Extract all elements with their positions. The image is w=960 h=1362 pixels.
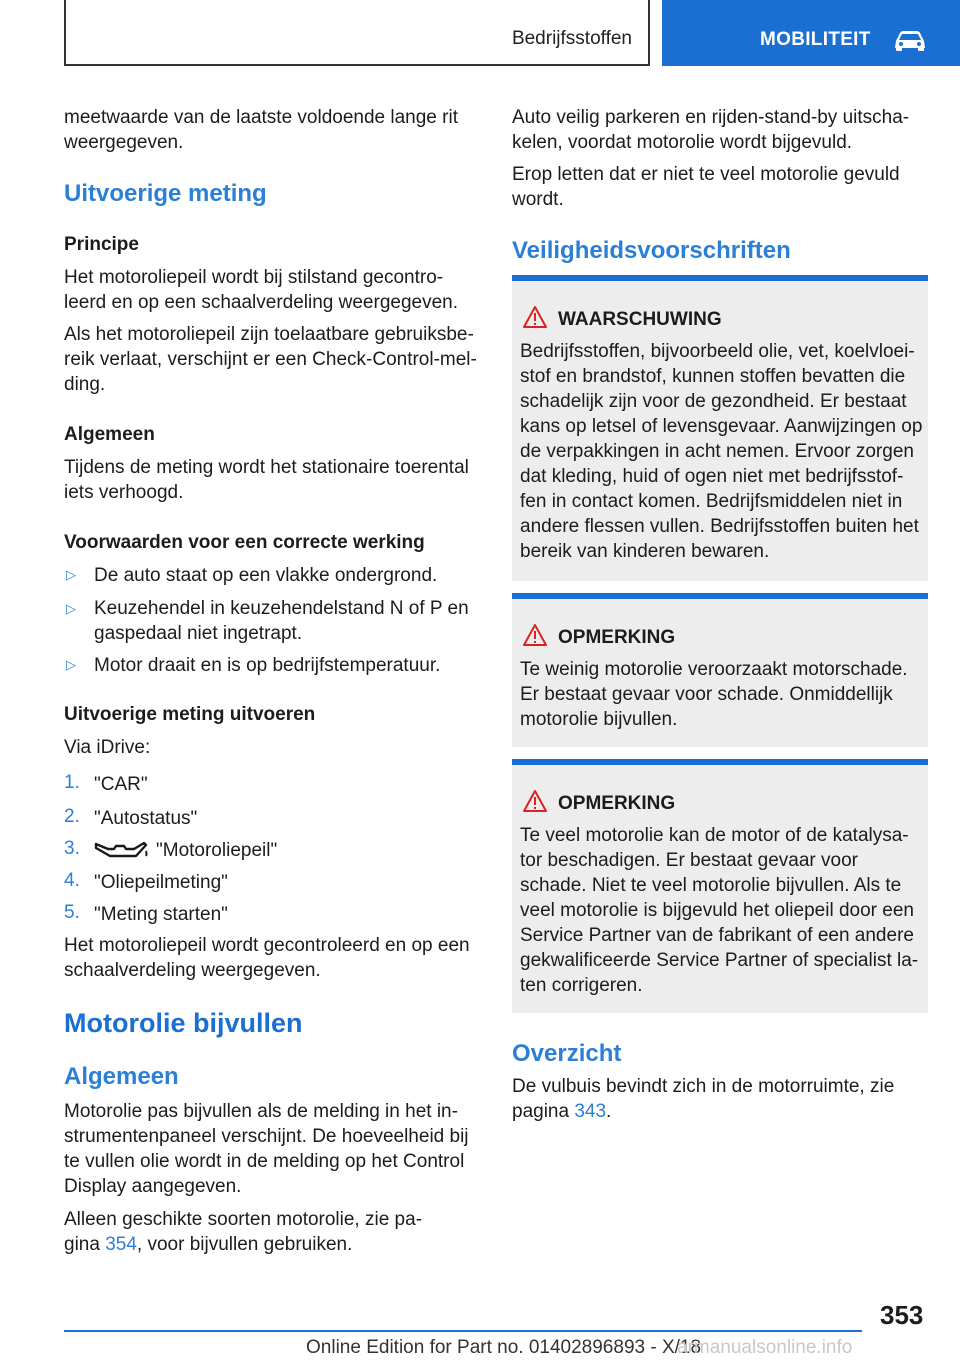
text-line: Te weinig motorolie veroorzaakt motorschade. — [520, 659, 908, 680]
text-line: Bedrijfsstoffen, bijvoorbeeld olie, vet, koelvloei- — [520, 341, 915, 362]
text-line: schaalverdeling weergegeven. — [64, 960, 321, 981]
text-line: andere flessen vullen. Bedrijfsstoffen buiten het — [520, 516, 919, 537]
text-line: Erop letten dat er niet te veel motorolie gevuld — [512, 164, 900, 185]
box-title: OPMERKING — [558, 793, 676, 814]
text-line: reik verlaat, verschijnt er een Check-Control-mel- — [64, 349, 477, 370]
text-fragment: pagina — [512, 1101, 575, 1122]
text-line: motorolie bijvullen. — [520, 709, 678, 730]
text-line: dat kleding, huid of ogen niet met bedrijfsstof- — [520, 466, 904, 487]
text-line: kans op letsel of levensgevaar. Aanwijzingen op — [520, 416, 923, 437]
box-title: WAARSCHUWING — [558, 309, 722, 330]
text-line: Te veel motorolie kan de motor of de katalysa- — [520, 825, 909, 846]
text-line: wordt. — [512, 189, 564, 210]
text-line: ten corrigeren. — [520, 975, 643, 996]
heading-veiligheidsvoorschriften: Veiligheidsvoorschriften — [512, 237, 791, 264]
principe-paragraph-2 — [64, 322, 477, 397]
step-text: "Oliepeilmeting" — [94, 872, 228, 893]
text-line: schadelijk zijn voor de gezondheid. Er bestaat — [520, 391, 907, 412]
text-line: Als het motoroliepeil zijn toelaatbare gebruiksbe- — [64, 324, 474, 345]
text-line — [512, 1099, 894, 1124]
warning-triangle-icon — [522, 305, 548, 329]
text-line: leerd en op een schaalverdeling weergegeven. — [64, 292, 458, 313]
intro-text — [64, 105, 458, 155]
heading-uitvoeren: Uitvoerige meting uitvoeren — [64, 704, 316, 725]
warning-triangle-icon — [522, 789, 548, 813]
bijvullen-paragraph-1 — [64, 1099, 469, 1199]
text-line: fen in contact komen. Bedrijfsmiddelen niet in — [520, 491, 903, 512]
text-fragment: gina — [64, 1234, 106, 1255]
box-text — [520, 657, 924, 732]
step-text: "CAR" — [94, 774, 148, 795]
box-text — [520, 339, 924, 564]
heading-uitvoerige-meting: Uitvoerige meting — [64, 180, 267, 207]
text-line: ding. — [64, 374, 106, 395]
text-line: strumentenpaneel verschijnt. De hoeveelheid bij — [64, 1126, 469, 1147]
text-line: gaspedaal niet ingetrapt. — [94, 623, 303, 644]
header-section-box — [64, 0, 650, 66]
heading-algemeen: Algemeen — [64, 424, 155, 445]
text-line: iets verhoogd. — [64, 482, 184, 503]
step-number: 3. — [64, 838, 80, 859]
page-number: 353 — [880, 1300, 924, 1330]
note-box — [512, 759, 928, 1013]
text-line: tor beschadigen. Er bestaat gevaar voor — [520, 850, 858, 871]
text-line: schade. Niet te veel motorolie bijvullen. Als te — [520, 875, 902, 896]
bullet-triangle-icon: ▷ — [66, 567, 76, 582]
text-line: Er bestaat gevaar voor schade. Onmiddellijk — [520, 684, 893, 705]
right-paragraph-2 — [512, 162, 900, 212]
step-text: "Meting starten" — [94, 904, 228, 925]
text-line: Service Partner van de fabrikant of een andere — [520, 925, 914, 946]
right-paragraph-1 — [512, 105, 909, 155]
oil-can-icon — [94, 840, 148, 862]
text-line: Display aangegeven. — [64, 1176, 242, 1197]
chapter-title: MOBILITEIT — [760, 29, 871, 50]
text-line: De vulbuis bevindt zich in de motorruimte, zie — [512, 1076, 895, 1097]
step-number: 5. — [64, 902, 80, 923]
text-line — [64, 1232, 422, 1257]
step-text: "Motoroliepeil" — [156, 840, 278, 861]
page-link-343[interactable]: 343 — [574, 1101, 607, 1122]
text-line: De auto staat op een vlakke ondergrond. — [94, 565, 438, 586]
heading-motorolie-bijvullen: Motorolie bijvullen — [64, 1008, 303, 1038]
text-line: gekwalificeerde Service Partner of specialist la- — [520, 950, 919, 971]
page-link-354[interactable]: 354 — [105, 1234, 137, 1255]
chapter-tab[interactable] — [662, 0, 960, 66]
text-line: Motorolie pas bijvullen als de melding in het in- — [64, 1101, 458, 1122]
box-title: OPMERKING — [558, 627, 676, 648]
bullet-triangle-icon: ▷ — [66, 657, 76, 672]
section-title: Bedrijfsstoffen — [511, 28, 632, 49]
text-line: weergegeven. — [64, 132, 184, 153]
text-line: Keuzehendel in keuzehendelstand N of P en — [94, 598, 469, 619]
bullet-triangle-icon: ▷ — [66, 601, 76, 616]
step-text: "Autostatus" — [94, 808, 198, 829]
text-line: veel motorolie is bijgevuld het oliepeil door een — [520, 900, 914, 921]
watermark: armanualsonline.info — [677, 1337, 853, 1358]
text-line: Tijdens de meting wordt het stationaire toerental — [64, 457, 469, 478]
warning-box — [512, 275, 928, 581]
text-line: Het motoroliepeil wordt gecontroleerd en op een — [64, 935, 470, 956]
via-idrive: Via iDrive: — [64, 737, 151, 758]
step-number: 1. — [64, 772, 80, 793]
principe-paragraph-1 — [64, 265, 458, 315]
step-number: 2. — [64, 806, 80, 827]
text-line: Alleen geschikte soorten motorolie, zie pa- — [64, 1209, 423, 1230]
text-line: te vullen olie wordt in de melding op het Control — [64, 1151, 465, 1172]
bijvullen-paragraph-2 — [64, 1207, 422, 1257]
text-line: kelen, voordat motorolie wordt bijgevuld. — [512, 132, 853, 153]
text-line: meetwaarde van de laatste voldoende lange rit — [64, 107, 458, 128]
footer-edition: Online Edition for Part no. 01402896893 - X/18 — [306, 1337, 702, 1358]
box-text — [520, 823, 924, 998]
heading-overzicht: Overzicht — [512, 1040, 622, 1067]
result-paragraph — [64, 933, 470, 983]
text-line: stof en brandstof, kunnen stoffen bevatten die — [520, 366, 906, 387]
text-fragment: . — [606, 1101, 612, 1122]
list-item — [94, 563, 437, 588]
text-line: Motor draait en is op bedrijfstemperatuur. — [94, 655, 441, 676]
heading-principe: Principe — [64, 234, 139, 255]
car-icon — [892, 28, 928, 52]
text-line: bereik van kinderen bewaren. — [520, 541, 770, 562]
heading-algemeen-2: Algemeen — [64, 1063, 179, 1090]
list-item — [94, 653, 440, 678]
note-box — [512, 593, 928, 747]
algemeen-paragraph — [64, 455, 469, 505]
footer-divider — [64, 1330, 862, 1332]
text-line: Het motoroliepeil wordt bij stilstand gecontro- — [64, 267, 444, 288]
heading-voorwaarden: Voorwaarden voor een correcte werking — [64, 532, 425, 553]
step-number: 4. — [64, 870, 80, 891]
text-line: Auto veilig parkeren en rijden-stand-by uitscha- — [512, 107, 910, 128]
text-line: de verpakkingen in acht nemen. Ervoor zorgen — [520, 441, 914, 462]
overzicht-paragraph — [512, 1074, 894, 1124]
list-item — [94, 596, 469, 646]
text-fragment: , voor bijvullen gebruiken. — [136, 1234, 353, 1255]
warning-triangle-icon — [522, 623, 548, 647]
